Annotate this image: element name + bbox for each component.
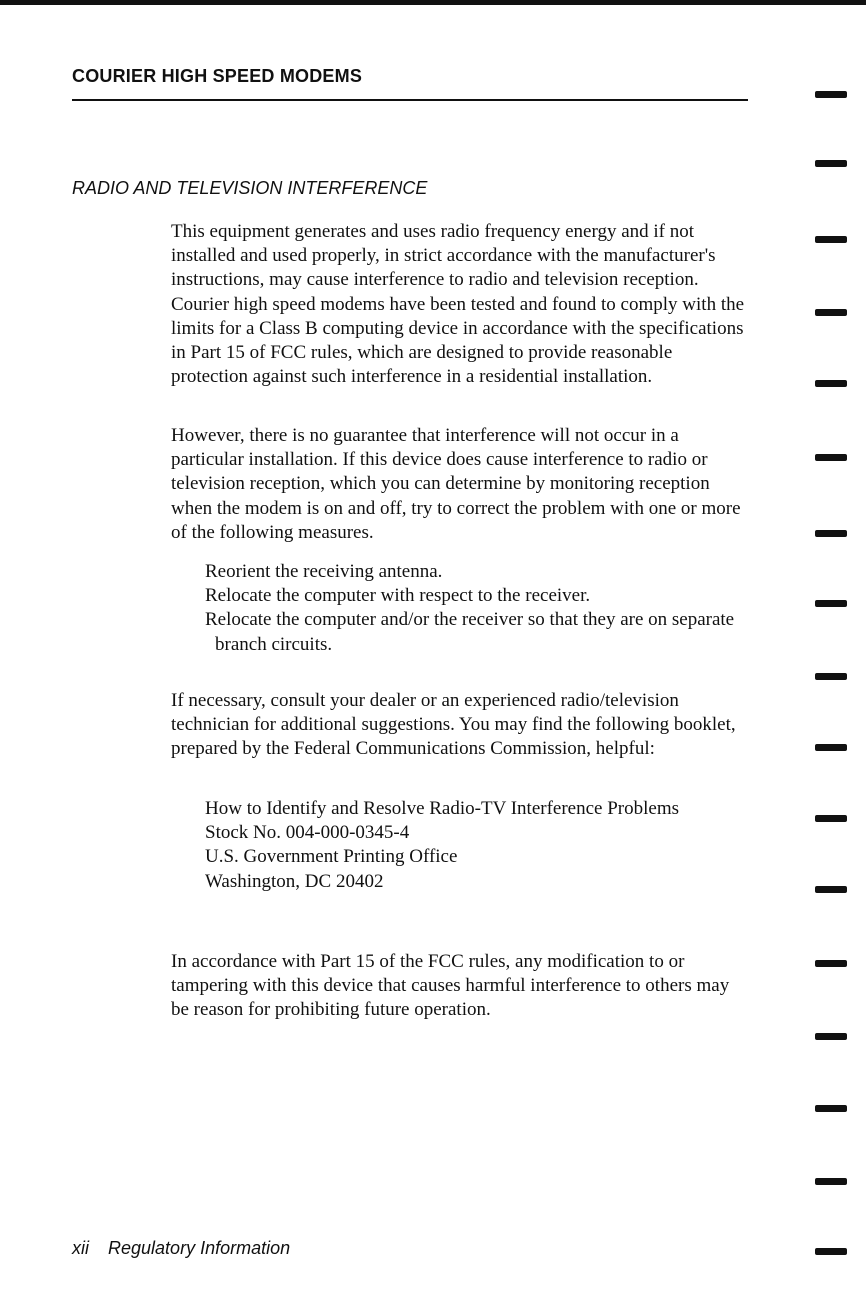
edge-tab-mark bbox=[815, 309, 847, 316]
page-footer bbox=[72, 1238, 290, 1259]
paragraph-no-guarantee: However, there is no guarantee that interference will not occur in a particular installation. If this device does cause interference to radio or television reception, which you can determine by monitoring reception when the modem is on and off, try to correct the problem with one or more of the following measures. bbox=[171, 425, 741, 543]
edge-tab-mark bbox=[815, 530, 847, 537]
booklet-publisher: U.S. Government Printing Office bbox=[205, 846, 458, 868]
edge-tab-mark bbox=[815, 160, 847, 167]
footer-section-name: Regulatory Information bbox=[108, 1238, 291, 1258]
list-item: Relocate the computer and/or the receiver so that they are on separate branch circuits. bbox=[205, 609, 735, 655]
top-border-rule bbox=[0, 0, 866, 5]
edge-tab-mark bbox=[815, 1178, 847, 1185]
edge-tab-mark bbox=[815, 236, 847, 243]
header-rule bbox=[72, 99, 748, 101]
edge-tab-mark bbox=[815, 1033, 847, 1040]
list-item: Relocate the computer with respect to the receiver. bbox=[205, 585, 591, 607]
booklet-reference bbox=[205, 797, 745, 894]
booklet-address: Washington, DC 20402 bbox=[205, 870, 384, 892]
edge-tab-mark bbox=[815, 1105, 847, 1112]
corrective-measures-list bbox=[205, 560, 745, 657]
edge-tab-mark bbox=[815, 91, 847, 98]
paragraph-modification-warning: In accordance with Part 15 of the FCC rules, any modification to or tampering with this device that causes harmful interference to others may be reason for prohibiting future operation. bbox=[171, 951, 730, 1021]
edge-tab-mark bbox=[815, 744, 847, 751]
page-number: xii bbox=[72, 1238, 89, 1258]
edge-tab-mark bbox=[815, 380, 847, 387]
edge-tab-mark bbox=[815, 1248, 847, 1255]
edge-tab-marks bbox=[815, 0, 849, 1299]
booklet-title: How to Identify and Resolve Radio-TV Interference Problems bbox=[205, 798, 679, 819]
edge-tab-mark bbox=[815, 886, 847, 893]
edge-tab-mark bbox=[815, 454, 847, 461]
paragraph-consult-dealer: If necessary, consult your dealer or an experienced radio/television technician for additional suggestions. You may find the following booklet, prepared by the Federal Communications Commission, helpful: bbox=[171, 690, 736, 760]
edge-tab-mark bbox=[815, 673, 847, 680]
edge-tab-mark bbox=[815, 960, 847, 967]
edge-tab-mark bbox=[815, 815, 847, 822]
section-title: RADIO AND TELEVISION INTERFERENCE bbox=[72, 178, 428, 198]
running-header-title: COURIER HIGH SPEED MODEMS bbox=[72, 66, 363, 86]
booklet-stock-number: Stock No. 004-000-0345-4 bbox=[205, 822, 410, 844]
paragraph-equipment-notice: This equipment generates and uses radio frequency energy and if not installed and used properly, in strict accordance with the manufacturer's instructions, may cause interference to radio and television reception. Courier high speed modems have been tested and found to comply with the limits for a Class B computing device in accordance with the specifications in Part 15 of FCC rules, which are designed to provide reasonable protection against such interference in a residential installation. bbox=[171, 221, 745, 388]
list-item: Reorient the receiving antenna. bbox=[205, 561, 443, 582]
edge-tab-mark bbox=[815, 600, 847, 607]
